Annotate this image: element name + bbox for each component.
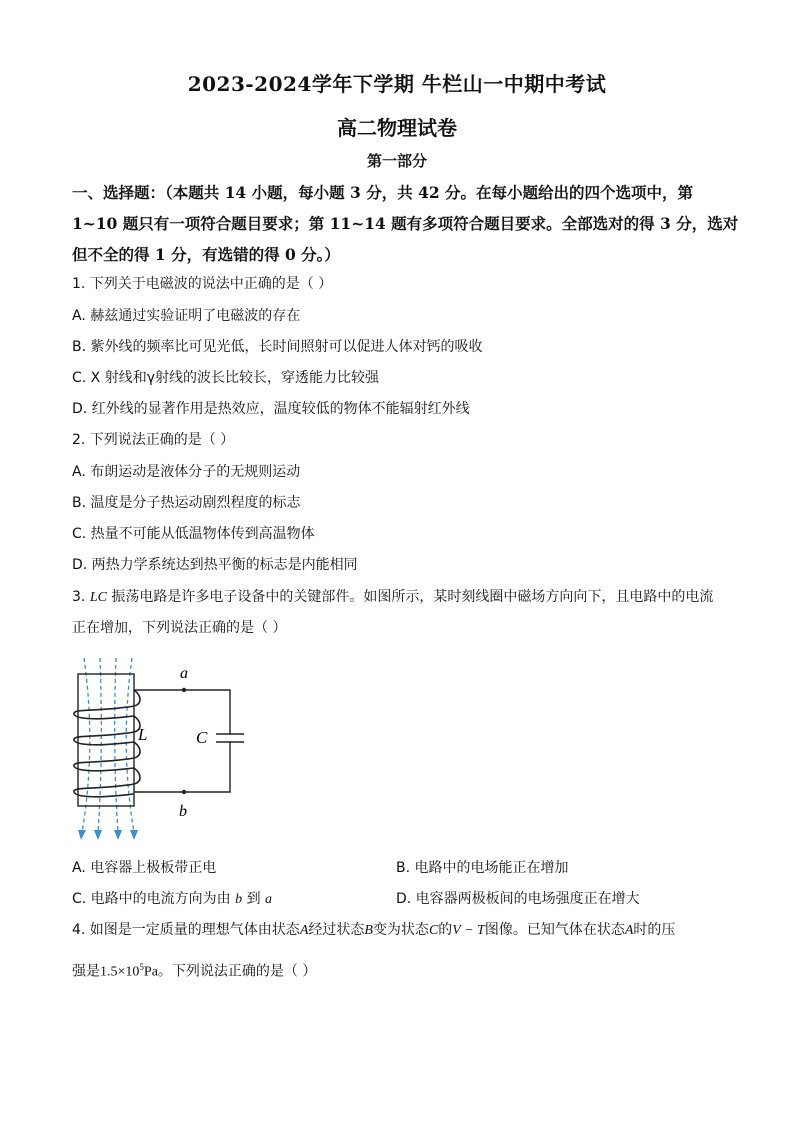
q1-option-c: C. X 射线和γ射线的波长比较长，穿透能力比较强 [72,370,380,386]
q3-stem-line-1 [72,587,713,608]
q4-text-8: 。下列说法正确的是（ ） [157,963,317,980]
q4-state-a-2: A [624,923,634,938]
q3-option-d: D. 电容器两极板间的电场强度正在增大 [396,891,640,907]
q4-pressure-value: 1.5×10 [100,964,140,980]
q3-option-c-a: a [265,892,273,907]
section-heading-line-1: 一、选择题：（本题共 14 小题，每小题 3 分，共 42 分。在每小题给出的四个选项中，第 [72,183,694,202]
q2-option-d: D. 两热力学系统达到热平衡的标志是内能相同 [72,557,358,573]
q4-text-4: 的 [438,922,453,938]
q4-vt-symbol: V − T [452,923,485,938]
node-a [182,688,186,692]
section-heading-line-2: 1~10 题只有一项符合题目要求；第 11~14 题有多项符合题目要求。全部选对的得 3 分，选对 [72,214,739,233]
q1-option-a: A. 赫兹通过实验证明了电磁波的存在 [72,308,301,324]
q3-stem-line-2: 正在增加，下列说法正确的是（ ） [72,620,287,636]
q4-text-6: 时的压 [633,922,676,938]
q2-stem: 2. 下列说法正确的是（ ） [72,432,235,448]
q4-pressure-unit: Pa [143,964,158,980]
q3-number: 3. [72,589,90,605]
q1-option-b: B. 紫外线的频率比可见光低，长时间照射可以促进人体对钙的吸收 [72,339,483,355]
q3-option-a: A. 电容器上极板带正电 [72,860,217,876]
label-b: b [179,803,187,820]
exam-title: 2023-2024学年下学期 牛栏山一中期中考试 [187,72,607,96]
q1-stem: 1. 下列关于电磁波的说法中正确的是（ ） [72,276,333,292]
q2-option-c: C. 热量不可能从低温物体传到高温物体 [72,526,315,542]
q4-pressure-exponent: 5 [139,962,144,972]
q4-text-5: 图像。已知气体在状态 [484,922,625,938]
q3-option-c [72,889,272,910]
q4-text-1: 4. 如图是一定质量的理想气体由状态 [72,922,300,938]
exam-subtitle: 高二物理试卷 [337,116,457,140]
coil-core [78,674,134,806]
section-heading-line-3: 但不全的得 1 分，有选错的得 0 分。） [72,245,340,264]
q4-state-a: A [299,923,309,938]
q4-stem-line-1 [72,920,675,941]
q4-stem-line-2 [72,957,316,983]
q4-text-7: 强是 [72,963,100,980]
label-a: a [180,665,188,682]
q4-state-c: C [428,923,439,938]
q4-text-3: 变为状态 [372,922,429,938]
label-C: C [196,728,208,747]
section-heading [72,177,739,270]
label-L: L [138,725,148,744]
q3-stem-text: 振荡电路是许多电子设备中的关键部件。如图所示，某时刻线圈中磁场方向向下，且电路中的电流 [106,589,714,605]
q3-option-c-mid: 到 [242,891,266,907]
lc-circuit-diagram [62,654,262,844]
q4-state-b: B [364,923,373,938]
q2-option-a: A. 布朗运动是液体分子的无规则运动 [72,464,301,480]
q3-option-c-text: C. 电路中的电流方向为由 [72,891,236,907]
q3-option-b: B. 电路中的电场能正在增加 [396,860,569,876]
q2-option-b: B. 温度是分子热运动剧烈程度的标志 [72,495,301,511]
q3-option-c-b: b [235,892,243,907]
q4-text-2: 经过状态 [308,922,365,938]
q3-lc-symbol: LC [89,590,107,605]
field-arrow-heads [78,830,138,840]
q1-option-d: D. 红外线的显著作用是热效应，温度较低的物体不能辐射红外线 [72,401,470,417]
circuit-wires [134,690,230,792]
coil-windings [74,690,140,797]
node-b [182,790,186,794]
part-label: 第一部分 [366,152,427,170]
